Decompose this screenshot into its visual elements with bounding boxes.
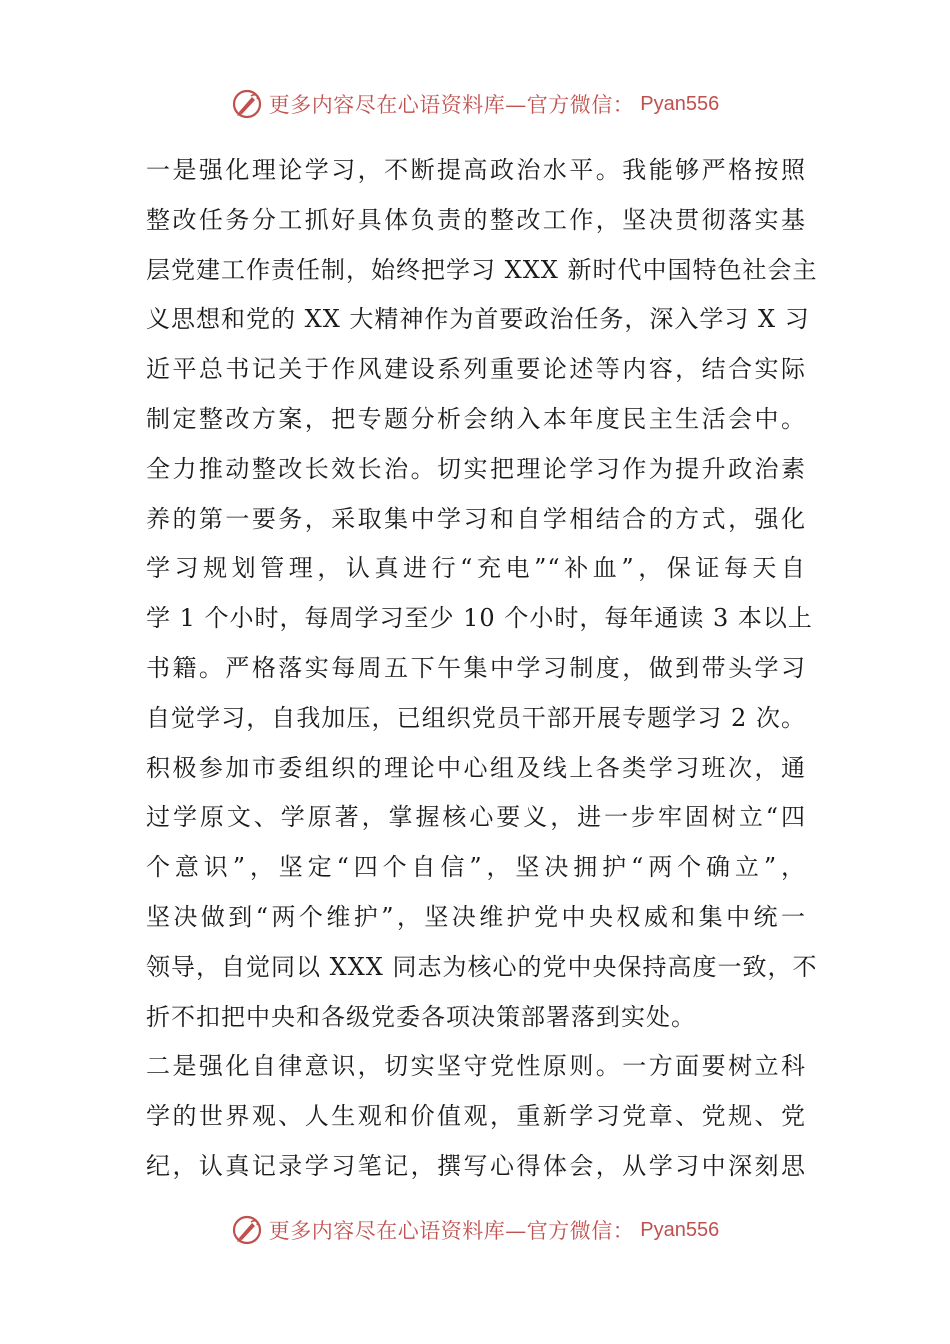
body-line: 坚决做到“两个维护”，坚决维护党中央权威和集中统一: [146, 902, 806, 931]
body-line: 纪，认真记录学习笔记，撰写心得体会，从学习中深刻思: [146, 1151, 806, 1180]
header-banner: [0, 84, 950, 124]
footer-banner: [0, 1210, 950, 1250]
pen-logo-icon: [231, 1214, 263, 1246]
document-body: [146, 146, 818, 1192]
header-banner-text: 更多内容尽在心语资料库—官方微信：: [268, 93, 635, 117]
body-line: 过学原文、学原著，掌握核心要义，进一步牢固树立“四: [146, 803, 806, 832]
footer-wechat-id: Pyan556: [640, 1218, 720, 1241]
footer-banner-text: 更多内容尽在心语资料库—官方微信：: [268, 1219, 635, 1243]
header-wechat-id: Pyan556: [640, 92, 720, 115]
body-line: 层党建工作责任制，始终把学习 XXX 新时代中国特色社会主: [146, 255, 818, 284]
pen-logo-icon: [231, 88, 263, 120]
body-line: 学 1 个小时，每周学习至少 10 个小时，每年通读 3 本以上: [146, 604, 813, 633]
body-line: 义思想和党的 XX 大精神作为首要政治任务，深入学习 X 习: [146, 305, 810, 334]
body-line: 养的第一要务，采取集中学习和自学相结合的方式，强化: [146, 504, 806, 533]
body-line: 学的世界观、人生观和价值观，重新学习党章、党规、党: [146, 1102, 806, 1131]
body-line: 领导，自觉同以 XXX 同志为核心的党中央保持高度一致，不: [146, 952, 818, 981]
body-line: 一是强化理论学习，不断提高政治水平。我能够严格按照: [146, 156, 806, 184]
body-line: 个意识”，坚定“四个自信”，坚决拥护“两个确立”，: [146, 853, 806, 882]
body-line: 折不扣把中央和各级党委各项决策部署落到实处。: [146, 1002, 696, 1031]
body-line: 整改任务分工抓好具体负责的整改工作，坚决贯彻落实基: [146, 205, 806, 234]
body-line: 全力推动整改长效长治。切实把理论学习作为提升政治素: [146, 454, 806, 483]
body-line: 二是强化自律意识，切实坚守党性原则。一方面要树立科: [146, 1052, 806, 1081]
body-line: 近平总书记关于作风建设系列重要论述等内容，结合实际: [146, 355, 806, 384]
body-line: 自觉学习，自我加压，已组织党员干部开展专题学习 2 次。: [146, 703, 806, 732]
body-line: 积极参加市委组织的理论中心组及线上各类学习班次，通: [146, 753, 806, 782]
body-line: 制定整改方案，把专题分析会纳入本年度民主生活会中。: [146, 404, 806, 433]
body-line: 书籍。严格落实每周五下午集中学习制度，做到带头学习: [146, 653, 806, 682]
body-line: 学习规划管理，认真进行“充电”“补血”，保证每天自: [146, 554, 806, 583]
